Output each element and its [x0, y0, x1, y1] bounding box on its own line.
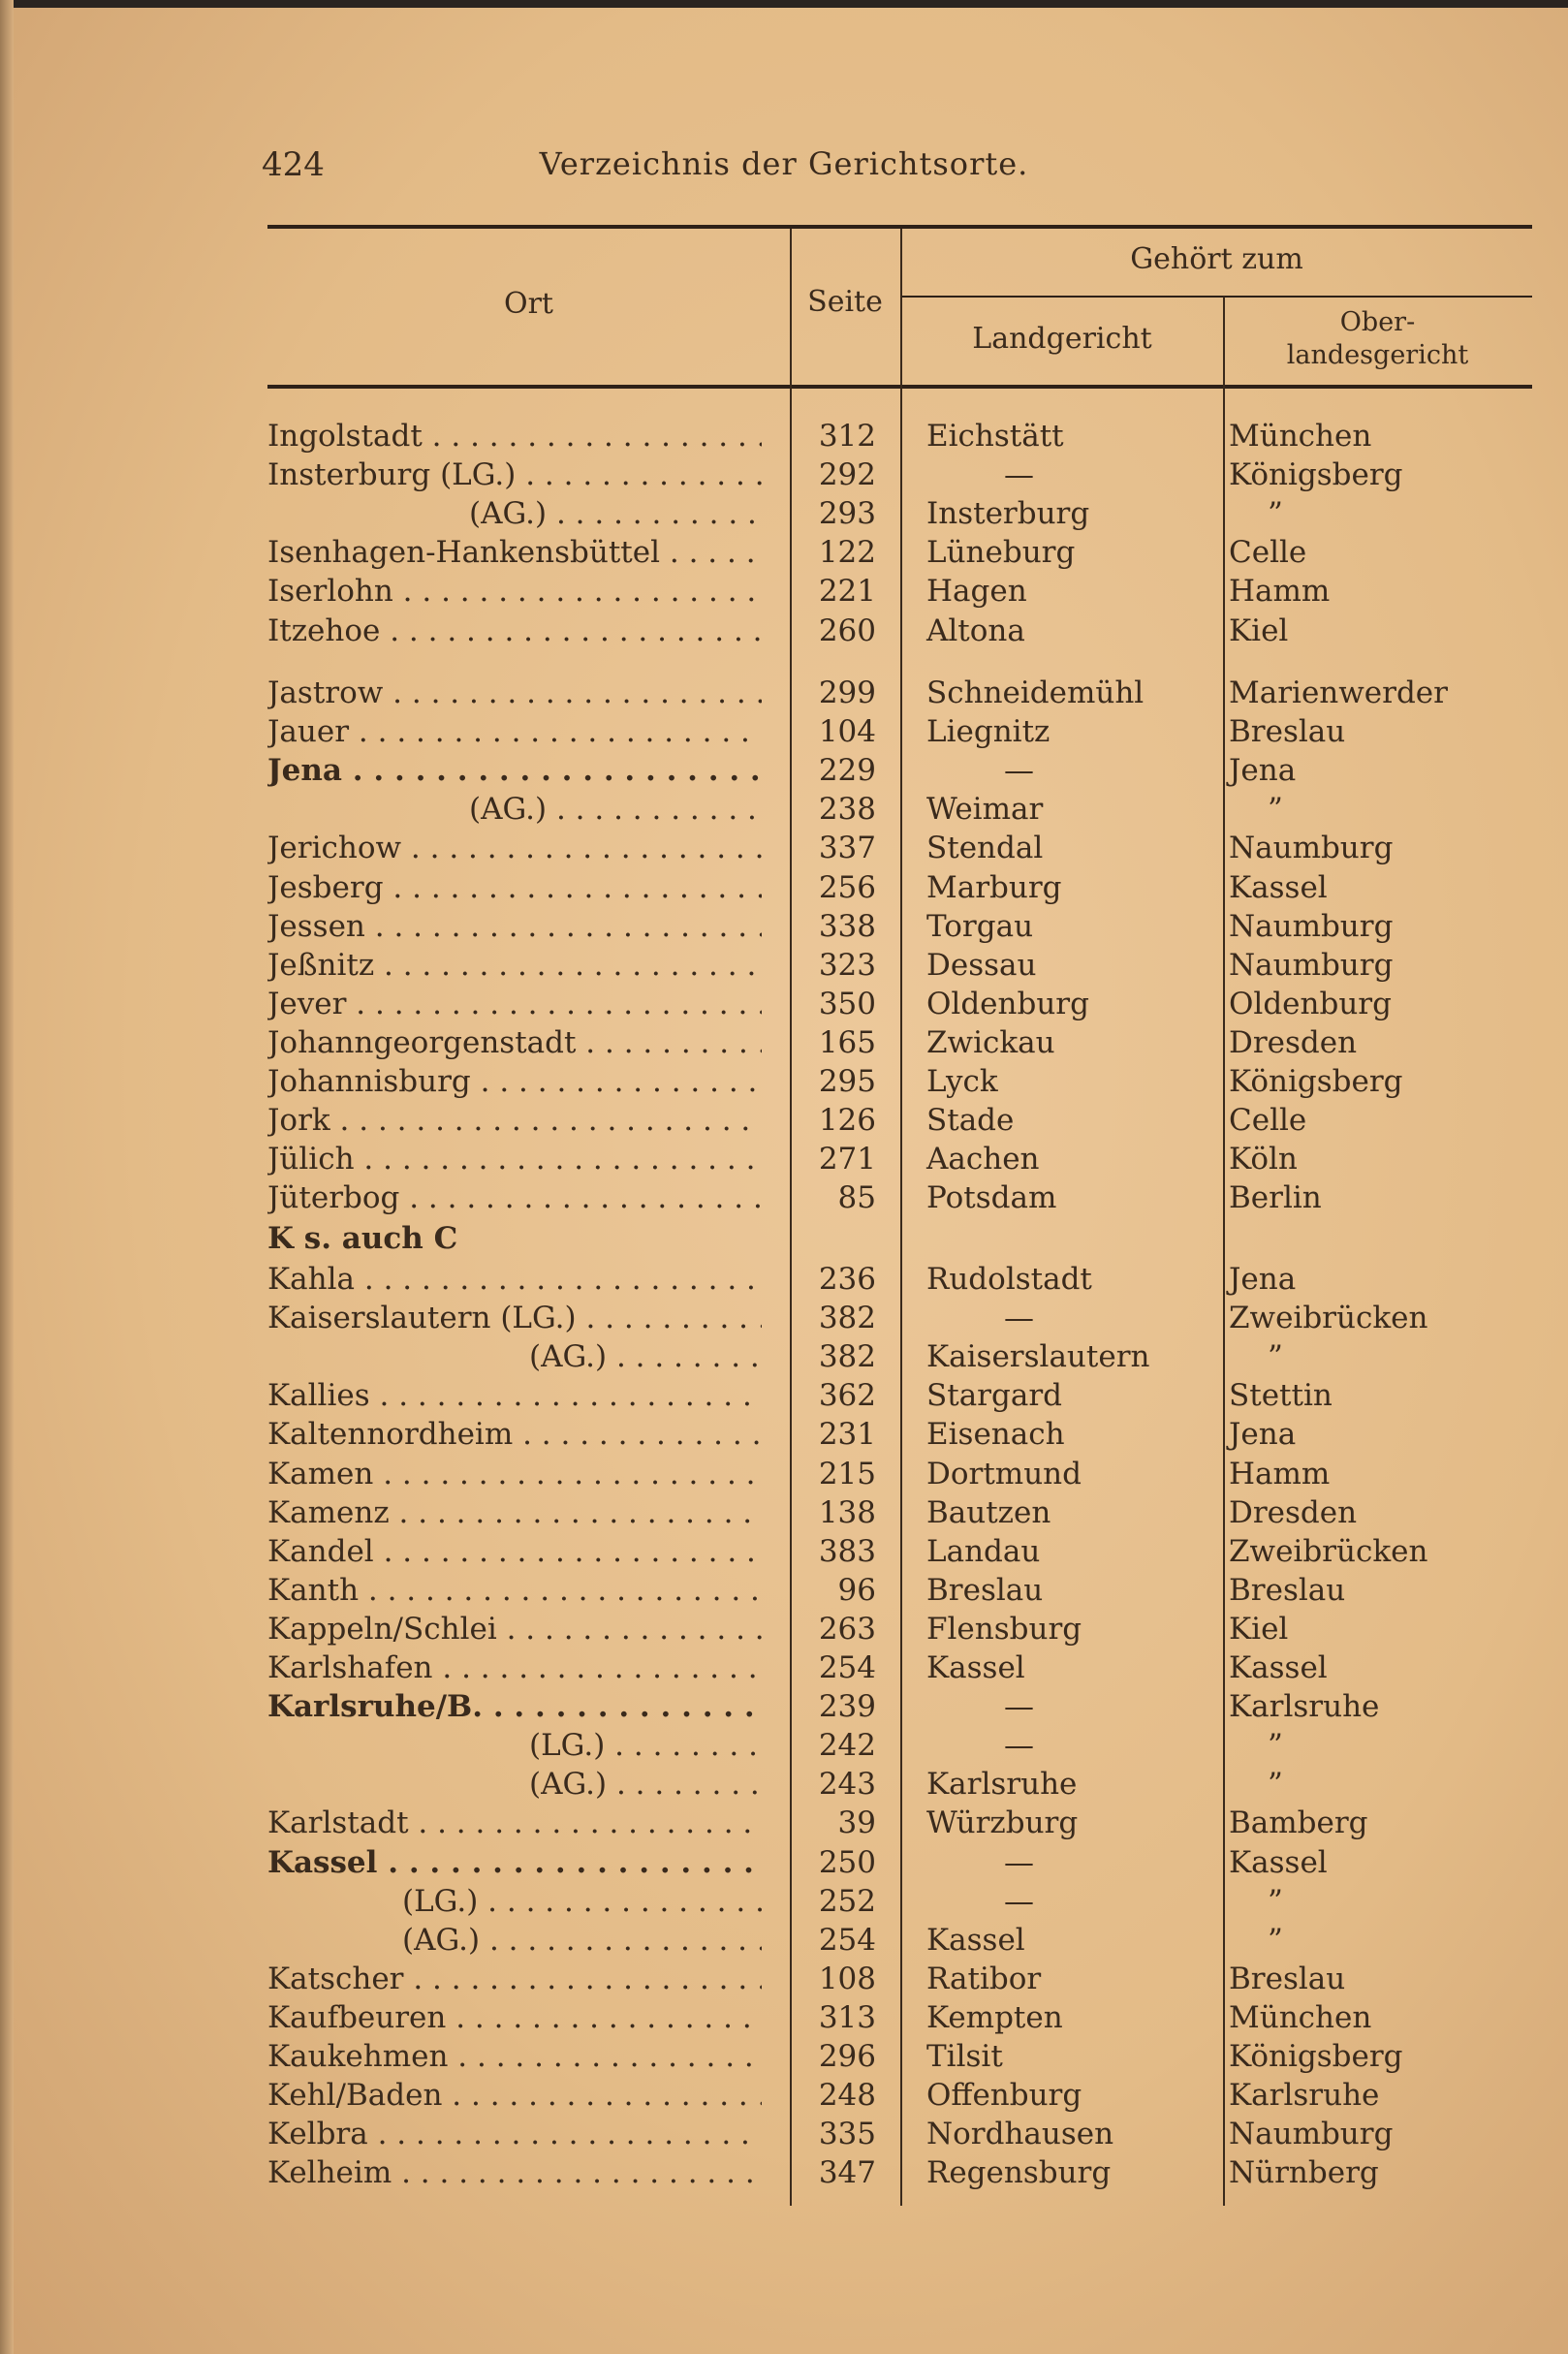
page-ref: 39 — [837, 1805, 876, 1841]
page-ref: 362 — [818, 1378, 876, 1414]
table-row — [267, 712, 1537, 751]
header-oberlandesgericht — [1223, 306, 1532, 372]
landgericht: Lüneburg — [926, 535, 1076, 571]
page-ref: 338 — [818, 908, 876, 944]
place-name: Kamenz . . . — [267, 1493, 762, 1532]
table-row — [267, 868, 1537, 907]
page-ref: 243 — [818, 1767, 876, 1803]
table-row — [267, 751, 1537, 790]
landgericht: Schneidemühl — [926, 675, 1145, 710]
place-name: Itzehoe . . . — [267, 612, 762, 650]
table-row — [267, 1687, 1537, 1726]
place-name: Jena . . . — [267, 751, 762, 790]
page-ref: 96 — [837, 1572, 876, 1608]
table-row — [267, 1101, 1537, 1140]
page-ref: 242 — [818, 1728, 876, 1764]
place-name: (AG.) . . . — [529, 1337, 762, 1376]
oberlandesgericht: Karlsruhe — [1229, 1689, 1380, 1725]
table-row — [267, 1299, 1537, 1337]
landgericht: Hagen — [926, 574, 1027, 610]
oberlandesgericht: Breslau — [1229, 1572, 1346, 1608]
place-name: Kandel . . . — [267, 1532, 762, 1571]
landgericht: Oldenburg — [926, 986, 1089, 1021]
page-ref: 299 — [818, 675, 876, 710]
place-name: Johannisburg . . . — [267, 1062, 762, 1101]
landgericht: Eisenach — [926, 1417, 1065, 1453]
oberlandesgericht: ” — [1268, 792, 1283, 828]
page-ref: 254 — [818, 1922, 876, 1958]
place-name: Isenhagen-Hankensbüttel . . . — [267, 533, 762, 572]
page-ref: 229 — [818, 753, 876, 789]
header-olg-line2: landesgericht — [1286, 340, 1469, 370]
landgericht: Dortmund — [926, 1456, 1082, 1491]
table-row — [267, 1804, 1537, 1842]
table-row — [267, 494, 1537, 533]
table-row — [267, 946, 1537, 985]
oberlandesgericht: ” — [1268, 1728, 1283, 1764]
page-ref: 104 — [818, 714, 876, 750]
page-ref: 250 — [818, 1844, 876, 1880]
page-ref: 350 — [818, 986, 876, 1021]
page-ref: 335 — [818, 2117, 876, 2152]
page-ref: 236 — [818, 1262, 876, 1297]
oberlandesgericht: ” — [1268, 1922, 1283, 1958]
table-row — [267, 455, 1537, 494]
page-ref: 263 — [818, 1611, 876, 1647]
page-ref: 313 — [818, 1999, 876, 2035]
place-name: (LG.) . . . — [402, 1882, 762, 1921]
header-landgericht: Landgericht — [972, 322, 1152, 356]
landgericht: — — [1004, 457, 1034, 493]
oberlandesgericht: Marienwerder — [1229, 675, 1448, 710]
table-row — [267, 1023, 1537, 1062]
landgericht: Dessau — [926, 947, 1037, 983]
oberlandesgericht: Jena — [1229, 1262, 1297, 1297]
page-ref: 382 — [818, 1339, 876, 1375]
place-name: Jessen . . . — [267, 907, 762, 946]
oberlandesgericht: Königsberg — [1229, 2039, 1403, 2074]
table-row — [267, 829, 1537, 867]
oberlandesgericht: Zweibrücken — [1229, 1301, 1428, 1336]
landgericht: — — [1004, 1689, 1034, 1725]
oberlandesgericht: ” — [1268, 1767, 1283, 1803]
page-ref: 85 — [837, 1180, 876, 1216]
landgericht: Regensburg — [926, 2155, 1112, 2191]
oberlandesgericht: Naumburg — [1229, 831, 1394, 866]
page-ref: 138 — [818, 1494, 876, 1530]
scan-edge-top — [0, 0, 1568, 8]
landgericht: — — [1004, 1883, 1034, 1919]
place-name: Kelheim . . . — [267, 2153, 762, 2192]
landgericht: Marburg — [926, 869, 1062, 905]
landgericht: Insterburg — [926, 496, 1090, 532]
oberlandesgericht: ” — [1268, 1339, 1283, 1375]
table-row — [267, 1998, 1537, 2037]
oberlandesgericht: ” — [1268, 496, 1283, 532]
landgericht: — — [1004, 1844, 1034, 1880]
table-row — [267, 1140, 1537, 1178]
oberlandesgericht: Kiel — [1229, 612, 1289, 648]
table-row — [267, 1960, 1537, 1998]
page-ref: 122 — [818, 535, 876, 571]
landgericht: Ratibor — [926, 1961, 1042, 1996]
landgericht: Flensburg — [926, 1611, 1082, 1647]
oberlandesgericht: Bamberg — [1229, 1805, 1368, 1841]
table-row — [267, 2115, 1537, 2153]
place-name: Kahla . . . — [267, 1260, 762, 1299]
oberlandesgericht: Celle — [1229, 535, 1307, 571]
page-ref: 126 — [818, 1103, 876, 1139]
page-ref: 347 — [818, 2155, 876, 2191]
oberlandesgericht: Hamm — [1229, 574, 1331, 610]
table-row — [267, 1062, 1537, 1101]
place-name: Jastrow . . . — [267, 674, 762, 712]
place-name: Kelbra . . . — [267, 2115, 762, 2153]
oberlandesgericht: ” — [1268, 1883, 1283, 1919]
place-name: Katscher . . . — [267, 1960, 762, 1998]
oberlandesgericht: Stettin — [1229, 1378, 1333, 1414]
landgericht: Stade — [926, 1103, 1015, 1139]
page-edge-left — [0, 0, 14, 2354]
place-name: Karlshafen . . . — [267, 1648, 762, 1687]
landgericht: — — [1004, 1728, 1034, 1764]
table-row — [267, 1493, 1537, 1532]
landgericht: Zwickau — [926, 1024, 1055, 1060]
oberlandesgericht: Kassel — [1229, 1844, 1328, 1880]
oberlandesgericht: München — [1229, 1999, 1372, 2035]
page-ref: 295 — [818, 1064, 876, 1099]
place-name: Kappeln/Schlei . . . — [267, 1610, 762, 1648]
landgericht: Lyck — [926, 1064, 998, 1099]
oberlandesgericht: Naumburg — [1229, 2117, 1394, 2152]
page-ref: 292 — [818, 457, 876, 493]
oberlandesgericht: Köln — [1229, 1142, 1298, 1177]
oberlandesgericht: Oldenburg — [1229, 986, 1392, 1021]
table-row — [267, 1610, 1537, 1648]
place-name: Jerichow . . . — [267, 829, 762, 867]
place-name: (AG.) . . . — [469, 494, 762, 533]
place-name: Kallies . . . — [267, 1376, 762, 1415]
place-name: Kamen . . . — [267, 1455, 762, 1493]
place-name: Jülich . . . — [267, 1140, 762, 1178]
table-row — [267, 2037, 1537, 2076]
page-ref: 215 — [818, 1456, 876, 1491]
table-row — [267, 1882, 1537, 1921]
table-row — [267, 790, 1537, 829]
place-name: Jüterbog . . . — [267, 1178, 762, 1217]
place-name: Kaltennordheim . . . — [267, 1415, 762, 1454]
page-ref: 296 — [818, 2039, 876, 2074]
table-row — [267, 1260, 1537, 1299]
page-ref: 293 — [818, 496, 876, 532]
page-ref: 323 — [818, 947, 876, 983]
oberlandesgericht: Naumburg — [1229, 908, 1394, 944]
place-name: Jever . . . — [267, 985, 762, 1023]
page-ref: 252 — [818, 1883, 876, 1919]
place-name: Kassel . . . — [267, 1843, 762, 1882]
page-ref: 312 — [818, 419, 876, 454]
oberlandesgericht: Dresden — [1229, 1024, 1358, 1060]
landgericht: Stargard — [926, 1378, 1062, 1414]
table-row — [267, 612, 1537, 650]
landgericht: — — [1004, 1301, 1034, 1336]
header-olg-line1: Ober- — [1339, 307, 1416, 337]
oberlandesgericht: Nürnberg — [1229, 2155, 1379, 2191]
oberlandesgericht: Berlin — [1229, 1180, 1322, 1216]
table-row — [267, 533, 1537, 572]
landgericht: Tilsit — [926, 2039, 1003, 2074]
place-name: Karlsruhe/B. . . . — [267, 1687, 762, 1726]
oberlandesgericht: Breslau — [1229, 714, 1346, 750]
oberlandesgericht: Königsberg — [1229, 1064, 1403, 1099]
table-row — [267, 907, 1537, 946]
place-name: (AG.) . . . — [529, 1765, 762, 1804]
place-name: Iserlohn . . . — [267, 572, 762, 611]
landgericht: Kassel — [926, 1922, 1025, 1958]
place-name: Johanngeorgenstadt . . . — [267, 1023, 762, 1062]
landgericht: Karlsruhe — [926, 1767, 1078, 1803]
table-row — [267, 417, 1537, 455]
landgericht: Stendal — [926, 831, 1044, 866]
oberlandesgericht: Kiel — [1229, 1611, 1289, 1647]
oberlandesgericht: Dresden — [1229, 1494, 1358, 1530]
oberlandesgericht: Naumburg — [1229, 947, 1394, 983]
page-ref: 165 — [818, 1024, 876, 1060]
landgericht: Eichstätt — [926, 419, 1064, 454]
place-name: Kaufbeuren . . . — [267, 1998, 762, 2037]
table-row — [267, 985, 1537, 1023]
place-name: Jesberg . . . — [267, 868, 762, 907]
header-ort: Ort — [504, 287, 553, 321]
page-number: 424 — [262, 145, 325, 184]
table-row — [267, 1726, 1537, 1765]
landgericht: Kaiserslautern — [926, 1339, 1150, 1375]
place-name: Kehl/Baden . . . — [267, 2076, 762, 2115]
landgericht: Weimar — [926, 792, 1044, 828]
landgericht: Liegnitz — [926, 714, 1051, 750]
oberlandesgericht: Zweibrücken — [1229, 1533, 1428, 1569]
table-row — [267, 1765, 1537, 1804]
subheader-rule — [901, 296, 1532, 298]
oberlandesgericht: Kassel — [1229, 1650, 1328, 1685]
oberlandesgericht: Hamm — [1229, 1456, 1331, 1491]
place-name: Jeßnitz . . . — [267, 946, 762, 985]
table-row — [267, 1376, 1537, 1415]
landgericht: Altona — [926, 612, 1025, 648]
page-ref: 256 — [818, 869, 876, 905]
table-row — [267, 1415, 1537, 1454]
landgericht: Landau — [926, 1533, 1041, 1569]
oberlandesgericht: Jena — [1229, 753, 1297, 789]
table-row — [267, 2076, 1537, 2115]
oberlandesgericht: Kassel — [1229, 869, 1328, 905]
landgericht: Bautzen — [926, 1494, 1051, 1530]
landgericht: Kassel — [926, 1650, 1025, 1685]
page-ref: 337 — [818, 831, 876, 866]
page-ref: 221 — [818, 574, 876, 610]
place-name: Kanth . . . — [267, 1571, 762, 1610]
table-row — [267, 1532, 1537, 1571]
page-title: Verzeichnis der Gerichtsorte. — [539, 145, 1029, 182]
landgericht: — — [1004, 753, 1034, 789]
section-heading: K s. auch C — [267, 1221, 458, 1256]
table-row — [267, 1571, 1537, 1610]
page-ref: 231 — [818, 1417, 876, 1453]
oberlandesgericht: München — [1229, 419, 1372, 454]
place-name: (AG.) . . . — [469, 790, 762, 829]
page-ref: 108 — [818, 1961, 876, 1996]
table-row — [267, 1178, 1537, 1217]
place-name: Jork . . . — [267, 1101, 762, 1140]
place-name: (AG.) . . . — [402, 1921, 762, 1960]
place-name: Kaiserslautern (LG.) . . . — [267, 1299, 762, 1337]
landgericht: Breslau — [926, 1572, 1044, 1608]
oberlandesgericht: Karlsruhe — [1229, 2078, 1380, 2114]
oberlandesgericht: Breslau — [1229, 1961, 1346, 1996]
page-ref: 383 — [818, 1533, 876, 1569]
header-seite: Seite — [807, 285, 883, 319]
oberlandesgericht: Celle — [1229, 1103, 1307, 1139]
header-gehoert-zum: Gehört zum — [1130, 242, 1303, 276]
page-ref: 238 — [818, 792, 876, 828]
page-ref: 382 — [818, 1301, 876, 1336]
page-ref: 271 — [818, 1142, 876, 1177]
landgericht: Würzburg — [926, 1805, 1079, 1841]
table-row — [267, 674, 1537, 712]
table-row — [267, 1921, 1537, 1960]
table-row — [267, 1455, 1537, 1493]
landgericht: Rudolstadt — [926, 1262, 1092, 1297]
table-row — [267, 1337, 1537, 1376]
landgericht: Offenburg — [926, 2078, 1082, 2114]
landgericht: Potsdam — [926, 1180, 1057, 1216]
page-ref: 260 — [818, 612, 876, 648]
landgericht: Torgau — [926, 908, 1034, 944]
place-name: (LG.) . . . — [529, 1726, 762, 1765]
place-name: Kaukehmen . . . — [267, 2037, 762, 2076]
place-name: Karlstadt . . . — [267, 1804, 762, 1842]
oberlandesgericht: Jena — [1229, 1417, 1297, 1453]
page-ref: 254 — [818, 1650, 876, 1685]
table-row — [267, 1648, 1537, 1687]
place-name: Ingolstadt . . . — [267, 417, 762, 455]
table-row — [267, 1843, 1537, 1882]
table-row — [267, 2153, 1537, 2192]
page-ref: 239 — [818, 1689, 876, 1725]
table-row — [267, 572, 1537, 611]
place-name: Jauer . . . — [267, 712, 762, 751]
landgericht: Nordhausen — [926, 2117, 1114, 2152]
landgericht: Kempten — [926, 1999, 1063, 2035]
oberlandesgericht: Königsberg — [1229, 457, 1403, 493]
place-name: Insterburg (LG.) . . . — [267, 455, 762, 494]
landgericht: Aachen — [926, 1142, 1040, 1177]
page-ref: 248 — [818, 2078, 876, 2114]
